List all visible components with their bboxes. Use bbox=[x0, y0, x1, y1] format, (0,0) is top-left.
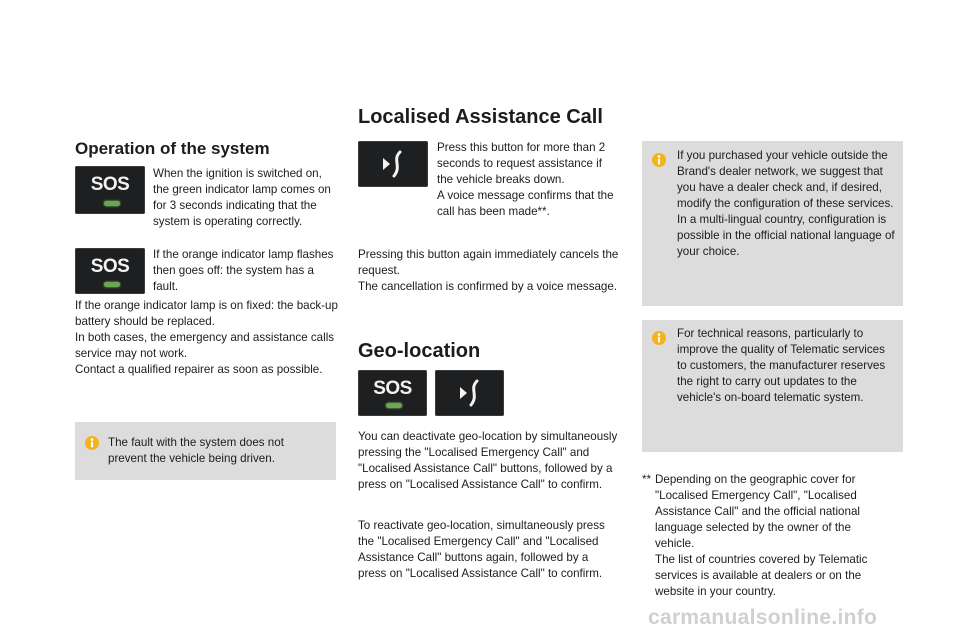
geo-sos-button-image bbox=[358, 370, 427, 416]
sos-button-image bbox=[75, 166, 145, 214]
green-led-icon bbox=[386, 403, 402, 408]
sos-label: SOS bbox=[373, 378, 412, 399]
assistance-cancel-text: Pressing this button again immediately cancels the request. The cancellation is confirmed by a voice message. bbox=[358, 248, 619, 293]
note-box-technical bbox=[642, 320, 903, 452]
info-icon bbox=[652, 331, 666, 345]
note-dealer-text: If you purchased your vehicle outside the Brand's dealer network, we suggest that you have a dealer check and, if desired, modify the configuration of these services. In a multi-lingual country, configuration is possible in the official national language of your choice. bbox=[677, 149, 895, 258]
geo-assistance-button-image bbox=[435, 370, 504, 416]
green-led-icon bbox=[104, 201, 120, 206]
note-box-fault bbox=[75, 422, 336, 480]
fixed-lamp-text: If the orange indicator lamp is on fixed: the back-up battery should be replaced. In both cases, the emergency and assistance calls service may not work. Contact a qualified repairer as soon as possible. bbox=[75, 299, 338, 376]
geo-reactivate-text: To reactivate geo-location, simultaneously press the "Localised Emergency Call" and "Localised Assistance Call" buttons again, followed by a press on "Localised Assistance Call" to confirm. bbox=[358, 519, 605, 580]
info-icon bbox=[652, 153, 666, 167]
sos-button-image-orange bbox=[75, 248, 145, 294]
sos-label: SOS bbox=[90, 256, 130, 277]
section-title-geo: Geo-location bbox=[358, 340, 481, 362]
watermark: carmanualsonline.info bbox=[648, 606, 878, 629]
ds-assistance-icon bbox=[378, 148, 408, 180]
note-technical-text: For technical reasons, particularly to improve the quality of Telematic services to customers, the manufacturer reserves the right to carry out updates to the vehicle's on-board telematic system. bbox=[677, 327, 886, 404]
note-box-dealer bbox=[642, 141, 903, 306]
section-title-assistance: Localised Assistance Call bbox=[358, 106, 603, 128]
section-title-operation: Operation of the system bbox=[75, 139, 270, 158]
note-fault-text: The fault with the system does not prevent the vehicle being driven. bbox=[108, 436, 284, 465]
footnote-mark: ** bbox=[642, 473, 652, 486]
assistance-button-image bbox=[358, 141, 428, 187]
info-icon bbox=[85, 436, 99, 450]
sos-label: SOS bbox=[90, 174, 130, 195]
footnote-text: Depending on the geographic cover for "Localised Emergency Call", "Localised Assistance Call" and the official national language selected by the owner of the vehicle. bbox=[655, 473, 860, 550]
ds-assistance-icon bbox=[455, 377, 485, 409]
led-icon bbox=[104, 282, 120, 287]
green-lamp-text: When the ignition is switched on, the green indicator lamp comes on for 3 seconds indicating that the system is operating correctly. bbox=[153, 167, 331, 228]
geo-deactivate-text: You can deactivate geo-location by simultaneously pressing the "Localised Emergency Call" and "Localised Assistance Call" buttons, followed by a press on "Localised Assistance Call" to confirm. bbox=[358, 430, 618, 491]
assistance-press-text: Press this button for more than 2 seconds to request assistance if the vehicle breaks down. A voice message confirms that the call has been made**. bbox=[437, 141, 614, 218]
footnote-text-2: The list of countries covered by Telematic services is available at dealers or on the website in your country. bbox=[655, 553, 868, 598]
orange-lamp-text: If the orange indicator lamp flashes then goes off: the system has a fault. bbox=[153, 248, 334, 293]
